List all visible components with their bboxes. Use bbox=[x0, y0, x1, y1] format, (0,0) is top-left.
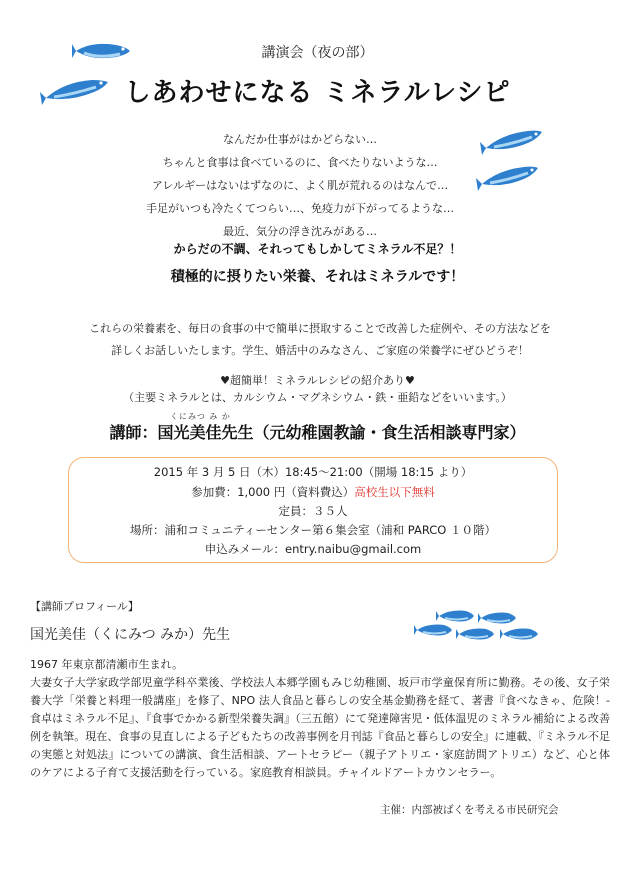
intro-lines bbox=[60, 128, 540, 243]
profile-career: 大妻女子大学家政学部児童学科卒業後、学校法人本郷学園もみじ幼稚園、坂戸市学童保育所に勤務。その後、女子栄養大学「栄養と料理一般講座」を修了、NPO 法人食品と暮らしの安全基金勤務を経て、著書『食べなきゃ、危険！-食卓はミネラル不足』、『食事でかかる新型栄養失調』（三五館）にて発達障害児・低体温児のミネラル補給による改善例を執筆。現在、食事の見直しによる子どもたちの改善事例を月刊誌『食品と暮らしの安全』に連載、『ミネラル不足の実態と対処法』についての講演、食生活相談、アートセラピー（親子アトリエ・家庭訪問アトリエ）など、心と体のケアによる子育て支援活動を行っている。家庭教育相談員。チャイルドアートカウンセラー。 bbox=[30, 676, 610, 779]
profile-heading: 【講師プロフィール】 bbox=[30, 600, 139, 613]
page-title: しあわせになる ミネラルレシピ bbox=[124, 78, 511, 108]
recipe-line: ♥超簡単！ミネラルレシピの紹介あり♥ bbox=[220, 374, 415, 387]
fish-icon bbox=[500, 626, 540, 642]
recipe-note bbox=[0, 372, 635, 406]
fee-free-note: 高校生以下無料 bbox=[354, 485, 435, 499]
event-fee bbox=[68, 484, 558, 500]
fee-label: 参加費：1,000 円（資料費込） bbox=[191, 485, 355, 499]
description bbox=[50, 318, 590, 362]
lecturer-title: 講師：国光美佳先生（元幼稚園教諭・食生活相談専門家） bbox=[109, 423, 526, 442]
question-text: からだの不調、それってもしかしてミネラル不足？！ bbox=[173, 242, 462, 256]
profile-bio bbox=[30, 656, 610, 782]
event-datetime: 2015 年 3 月 5 日（木）18:45～21:00（開場 18:15 より） bbox=[153, 465, 473, 479]
event-venue: 場所：浦和コミュニティーセンター第６集会室（浦和 PARCO １０階） bbox=[129, 523, 497, 537]
profile-name: 国光美佳（くにみつ みか）先生 bbox=[30, 627, 231, 643]
profile-born: 1967 年東京都清瀬市生まれ。 bbox=[30, 658, 184, 671]
intro-line: 手足がいつも冷たくてつらい…、免疫力が下がってるような… bbox=[146, 202, 454, 215]
recipe-line: （主要ミネラルとは、カルシウム・マグネシウム・鉄・亜鉛などをいいます。） bbox=[123, 391, 512, 404]
event-capacity: 定員：３５人 bbox=[278, 504, 348, 518]
fish-icon bbox=[414, 622, 454, 638]
intro-line: ちゃんと食事は食べているのに、食べたりないような… bbox=[162, 156, 438, 169]
intro-line: 最近、気分の浮き沈みがある… bbox=[223, 225, 377, 238]
intro-line: アレルギーはないはずなのに、よく肌が荒れるのはなんで… bbox=[151, 179, 449, 192]
event-subtitle: 講演会（夜の部） bbox=[261, 45, 374, 61]
lecturer-ruby: くにみつ み か bbox=[170, 412, 231, 421]
description-line: これらの栄養素を、毎日の食事の中で簡単に摂取することで改善した症例や、その方法などを bbox=[89, 322, 551, 335]
headline-text: 積極的に摂りたい栄養、それはミネラルです！ bbox=[170, 269, 465, 285]
intro-line: なんだか仕事がはかどらない… bbox=[223, 133, 377, 146]
fish-icon bbox=[456, 626, 496, 642]
description-line: 詳しくお話しいたします。学生、婚活中のみなさん、ご家庭の栄養学にぜひどうぞ！ bbox=[111, 344, 529, 357]
organizer: 主催：内部被ばくを考える市民研究会 bbox=[380, 804, 559, 816]
event-email: 申込みメール：entry.naibu@gmail.com bbox=[204, 542, 422, 556]
fish-icon bbox=[478, 610, 518, 626]
